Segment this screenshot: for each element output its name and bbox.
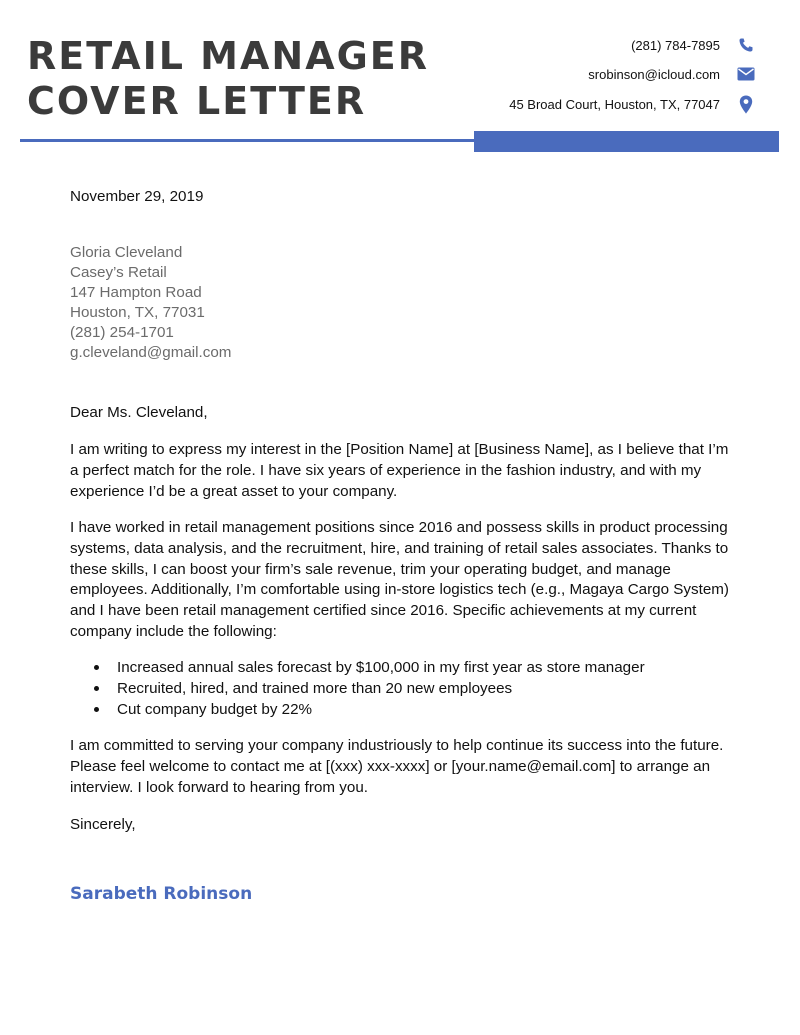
title-line-1: RETAIL MANAGER	[27, 34, 430, 78]
recipient-street: 147 Hampton Road	[70, 284, 202, 301]
closing-text: Sincerely,	[70, 816, 136, 833]
recipient-name: Gloria Cleveland	[70, 244, 183, 261]
document-title	[27, 34, 429, 124]
paragraph-intro: I am writing to express my interest in the [Position Name] at [Business Name], as I believe that I’m a perfect match for the role. I have six years of experience in the fashion industry, and with my experience I’d be a great asset to your company.	[70, 441, 729, 500]
email-text[interactable]: srobinson@icloud.com	[588, 66, 720, 82]
paragraph-closing: I am committed to serving your company industriously to help continue its success into the future. Please feel welcome to contact me at [(xxx) xxx-xxxx] or [your.name@email.com] to arrange an interview. I look forward to hearing from you.	[70, 737, 724, 796]
address-text: 45 Broad Court, Houston, TX, 77047	[509, 96, 720, 112]
recipient-city: Houston, TX, 77031	[70, 304, 205, 321]
recipient-company: Casey’s Retail	[70, 264, 167, 281]
title-line-2: COVER LETTER	[27, 79, 367, 123]
list-item: Recruited, hired, and trained more than 20 new employees	[90, 678, 740, 699]
envelope-icon	[734, 67, 758, 81]
letter-date: November 29, 2019	[70, 188, 204, 205]
paragraph-experience: I have worked in retail management positions since 2016 and possess skills in product processing systems, data analysis, and the recruitment, hire, and training of retail sales associates. Thanks to these skills, I can boost your firm’s sale revenue, trim your operating budget, and manage employees. Additionally, I’m comfortable using in-store logistics tech (e.g., Magaya Cargo System) and I have been retail management certified since 2016. Specific achievements at my current company include the following:	[70, 519, 729, 640]
list-item: Cut company budget by 22%	[90, 699, 740, 720]
phone-icon	[734, 37, 758, 53]
achievements-list	[90, 657, 740, 720]
contact-email	[588, 64, 758, 84]
recipient-block	[70, 243, 740, 363]
map-pin-icon	[734, 95, 758, 114]
recipient-email: g.cleveland@gmail.com	[70, 344, 232, 361]
recipient-phone: (281) 254-1701	[70, 324, 174, 341]
signature-name: Sarabeth Robinson	[70, 884, 253, 904]
contact-address	[509, 94, 758, 114]
salutation: Dear Ms. Cleveland,	[70, 404, 208, 421]
header-accent-bar	[474, 131, 779, 152]
contact-phone	[631, 35, 758, 55]
phone-text[interactable]: (281) 784-7895	[631, 37, 720, 53]
header-divider-line	[20, 139, 475, 142]
list-item: Increased annual sales forecast by $100,000 in my first year as store manager	[90, 657, 740, 678]
